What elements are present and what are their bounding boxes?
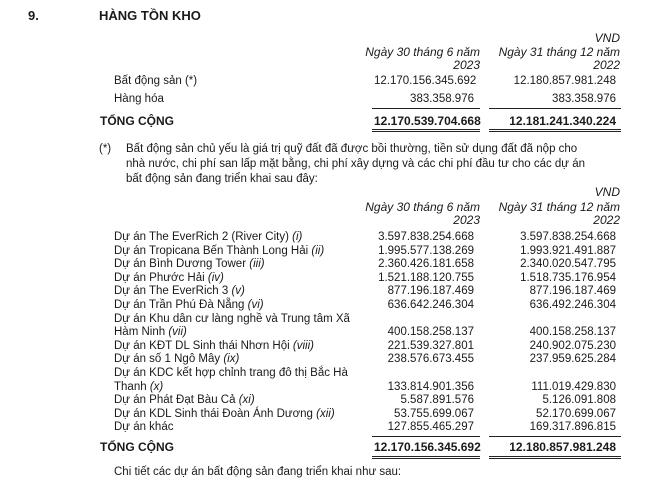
project-value-2023: 877.196.187.469 (387, 285, 474, 298)
project-value-2022: 5.126.091.808 (542, 394, 616, 407)
section-title: HÀNG TỒN KHO (99, 8, 201, 23)
table-row-value-2023: 383.358.976 (410, 93, 474, 105)
table-row-label: Bất động sản (*) (114, 75, 198, 87)
project-value-2022: 2.340.020.547.795 (520, 258, 616, 271)
project-value-2023: 127.855.465.297 (387, 421, 474, 434)
project-value-2023: 53.755.699.067 (394, 407, 474, 420)
project-tag: (ii) (311, 244, 325, 257)
project-tag: (iii) (249, 258, 265, 271)
project-value-2022: 169.317.896.815 (529, 421, 616, 434)
total-double-rule-2 (489, 129, 621, 132)
project-label: Dự án KDC kết hợp chỉnh trang đô thị Bắc Hà (114, 367, 348, 379)
project-value-2023: 3.597.838.254.668 (378, 231, 474, 243)
total-value-2023: 12.170.539.704.668 (374, 114, 481, 128)
project-label: Dự án Bình Dương Tower (114, 258, 247, 271)
project-value-2023: 400.158.258.137 (387, 326, 474, 339)
projects-subtotal-rule-1 (372, 436, 480, 437)
project-tag: (iv) (207, 271, 224, 284)
project-label: Dự án số 1 Ngô Mây (114, 353, 221, 366)
project-label-cont: Hàm Ninh (114, 326, 166, 339)
project-tag: (vi) (247, 299, 264, 311)
projects-total-2023: 12.170.156.345.692 (374, 440, 481, 454)
projects-subtotal-rule-2 (489, 436, 621, 437)
project-tag: (x) (149, 380, 164, 393)
project-tag: (i) (292, 231, 303, 243)
total-label: TỔNG CỘNG (100, 114, 174, 128)
project-tag: (vii) (168, 326, 187, 339)
project-tag: (xi) (238, 394, 255, 407)
project-value-2023: 221.539.327.801 (387, 339, 474, 352)
project-value-2023: 1.521.188.120.755 (378, 271, 474, 284)
project-label: Dự án Phát Đạt Bàu Cả (114, 394, 236, 407)
project-tag: (xii) (316, 407, 335, 420)
project-label: Dự án Phước Hải (114, 271, 205, 284)
project-label: Dự án Tropicana Bến Thành Long Hải (114, 244, 309, 257)
subtotal-rule-1 (372, 108, 480, 109)
project-label: Dự án Trần Phú Đà Nẵng (114, 299, 245, 311)
project-value-2022: 240.902.075.230 (529, 339, 616, 352)
table-row-value-2022: 12.180.857.981.248 (513, 75, 616, 87)
table-row-value-2023: 12.170.156.345.692 (374, 75, 477, 87)
footer-text: Chi tiết các dự án bất động sản đang triển khai như sau: (114, 466, 402, 478)
project-label-cont: Thanh (114, 380, 147, 393)
project-value-2022: 877.196.187.469 (529, 285, 616, 298)
projects-total-double-rule-1 (372, 456, 480, 459)
project-label: Dự án KDL Sinh thái Đoàn Ánh Dương (114, 407, 313, 420)
project-value-2023: 5.587.891.576 (400, 394, 474, 407)
column-header-2023-b: Ngày 30 tháng 6 năm 2023 (365, 200, 480, 227)
currency-label: VND (594, 31, 620, 45)
project-tag: (viii) (292, 339, 314, 352)
note-text: Bất động sản chủ yếu là giá trị quỹ đất đã được bồi thường, tiền sử dụng đất đã nộp cho nhà nước, chi phí san lấp mặt bằng, chi phí xây dựng và các chi phí đầu tư cho các dự án bất động sản đang triển khai sau đây: (126, 143, 585, 185)
project-label: Dự án The EverRich 3 (114, 285, 229, 298)
section-number: 9. (28, 8, 39, 23)
projects-total-double-rule-2 (489, 456, 621, 459)
project-tag: (v) (231, 285, 245, 298)
projects-total-2022: 12.180.857.981.248 (509, 440, 616, 454)
column-header-2022: Ngày 31 tháng 12 năm 2022 (498, 45, 620, 72)
project-label: Dự án KĐT DL Sinh thái Nhơn Hội (114, 339, 290, 352)
project-label: Dự án Khu dân cư làng nghề và Trung tâm Xã (114, 312, 350, 325)
total-double-rule-1 (372, 129, 480, 132)
project-value-2022: 111.019.429.830 (531, 380, 616, 393)
project-value-2023: 1.995.577.138.269 (378, 244, 474, 257)
column-header-2023: Ngày 30 tháng 6 năm 2023 (365, 45, 480, 72)
project-label: Dự án The EverRich 2 (River City) (114, 231, 289, 243)
project-value-2023: 133.814.901.356 (387, 380, 474, 393)
note-marker: (*) (99, 143, 112, 155)
subtotal-rule-2 (489, 108, 621, 109)
currency-label-2: VND (594, 185, 620, 199)
total-value-2022: 12.181.241.340.224 (509, 114, 616, 128)
project-value-2022: 400.158.258.137 (529, 326, 616, 339)
project-value-2022: 52.170.699.067 (536, 407, 616, 420)
project-value-2022: 237.959.625.284 (529, 353, 616, 366)
project-value-2022: 1.993.921.491.887 (520, 244, 616, 257)
projects-total-label: TỔNG CỘNG (100, 440, 174, 454)
project-value-2023: 2.360.426.181.658 (378, 258, 474, 271)
project-value-2022: 636.492.246.304 (529, 299, 616, 311)
project-value-2023: 636.642.246.304 (387, 299, 474, 311)
table-row-value-2022: 383.358.976 (552, 93, 616, 105)
project-value-2022: 3.597.838.254.668 (520, 231, 616, 243)
project-tag: (ix) (223, 353, 240, 366)
project-value-2022: 1.518.735.176.954 (520, 271, 616, 284)
column-header-2022-b: Ngày 31 tháng 12 năm 2022 (498, 200, 620, 227)
project-label: Dự án khác (114, 421, 174, 434)
table-row-label: Hàng hóa (114, 93, 164, 105)
project-value-2023: 238.576.673.455 (387, 353, 474, 366)
